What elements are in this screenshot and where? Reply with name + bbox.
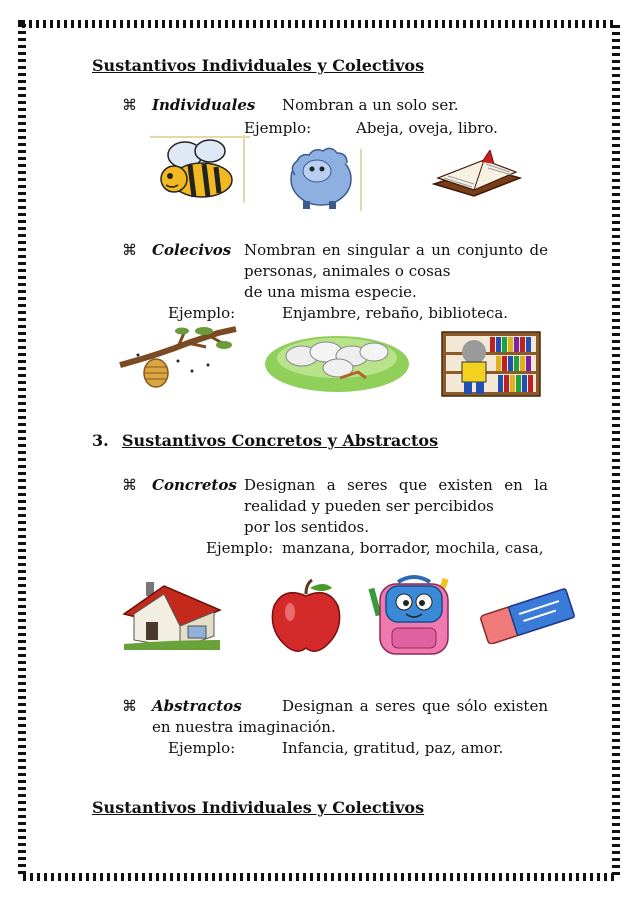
backpack-image — [368, 572, 460, 658]
example-label: Ejemplo: — [168, 304, 236, 322]
bullet-icon: ⌘ — [122, 241, 137, 259]
example-text: Infancia, gratitud, paz, amor. — [282, 739, 504, 757]
eraser-image — [476, 588, 576, 644]
example-text: manzana, borrador, mochila, casa, — [282, 539, 544, 557]
heading-individuales-colectivos: Sustantivos Individuales y Colectivos — [92, 56, 425, 75]
definition-colectivos-line2: personas, animales o cosas — [244, 262, 451, 280]
heading-individuales-colectivos-bottom: Sustantivos Individuales y Colectivos — [92, 798, 425, 817]
term-concretos: Concretos — [152, 476, 237, 494]
example-label: Ejemplo: — [168, 739, 236, 757]
example-label: Ejemplo: — [206, 539, 274, 557]
definition-abstractos-line2: en nuestra imaginación. — [152, 718, 336, 736]
book-image — [430, 150, 525, 202]
house-image — [120, 578, 224, 652]
section-number: 3. — [92, 431, 109, 450]
definition-concretos-line2: realidad y pueden ser percibidos — [244, 497, 494, 515]
term-abstractos: Abstractos — [152, 697, 242, 715]
definition-individuales: Nombran a un solo ser. — [282, 96, 459, 114]
apple-image — [266, 578, 348, 656]
example-text: Enjambre, rebaño, biblioteca. — [282, 304, 509, 322]
definition-colectivos-line1: Nombran en singular a un conjunto de — [244, 241, 548, 259]
bee-image — [150, 135, 254, 203]
library-image — [440, 330, 542, 398]
example-text: Abeja, oveja, libro. — [356, 119, 498, 137]
example-label: Ejemplo: — [244, 119, 312, 137]
bullet-icon: ⌘ — [122, 697, 137, 715]
definition-concretos-line1: Designan a seres que existen en la — [244, 476, 548, 494]
bullet-icon: ⌘ — [122, 476, 137, 494]
bullet-icon: ⌘ — [122, 96, 137, 114]
sheep-image — [285, 145, 365, 211]
definition-concretos-line3: por los sentidos. — [244, 518, 370, 536]
section-title-concretos-abstractos: Sustantivos Concretos y Abstractos — [122, 431, 439, 450]
term-colectivos: Colecivos — [152, 241, 232, 259]
term-individuales: Individuales — [152, 96, 256, 114]
definition-colectivos-line3: de una misma especie. — [244, 283, 417, 301]
definition-abstractos-line1: Designan a seres que sólo existen — [282, 697, 548, 715]
flock-image — [262, 328, 412, 394]
beehive-branch-image — [118, 325, 238, 389]
